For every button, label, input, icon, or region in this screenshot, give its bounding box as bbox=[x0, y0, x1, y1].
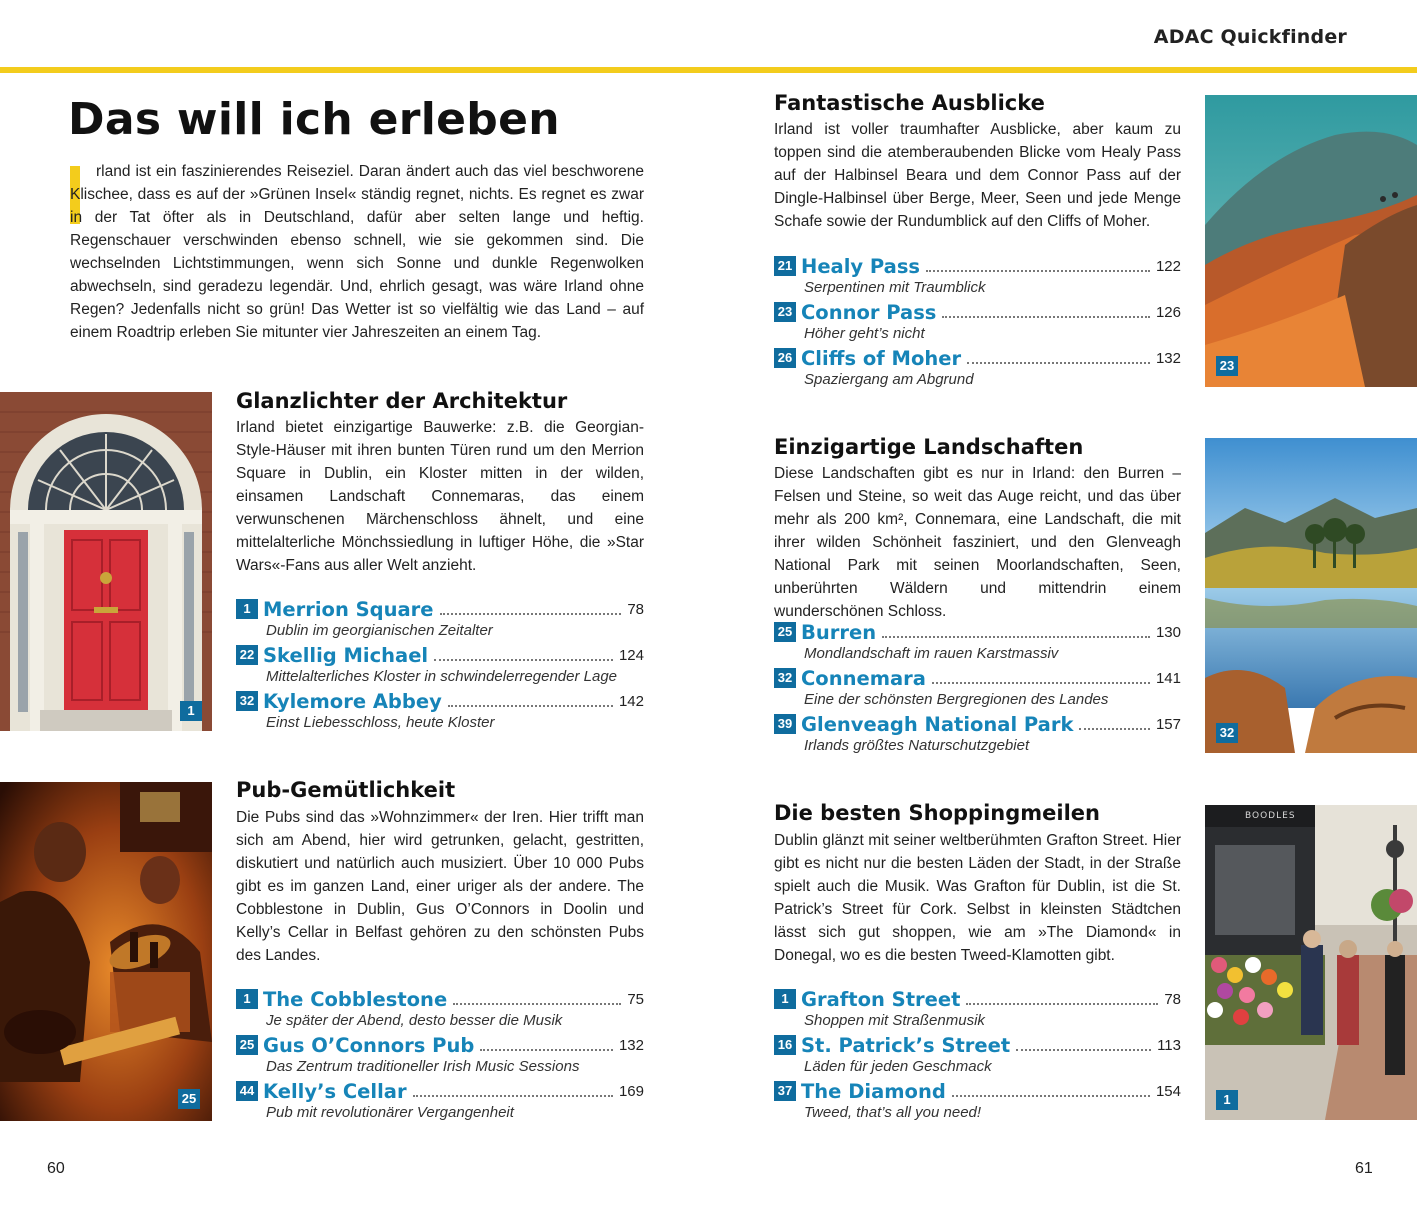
entry-list-pub bbox=[236, 987, 644, 1125]
section-title-pub: Pub-Gemütlichkeit bbox=[236, 778, 456, 802]
entry-subtitle: Pub mit revolutionärer Vergangenheit bbox=[266, 1104, 514, 1121]
entry-subtitle: Serpentinen mit Traumblick bbox=[804, 279, 986, 296]
entry-subtitle: Shoppen mit Straßenmusik bbox=[804, 1012, 985, 1029]
photo-lake-reflection bbox=[1205, 438, 1417, 753]
section-title-ausblicke: Fantastische Ausblicke bbox=[774, 91, 1045, 115]
list-item[interactable] bbox=[236, 1033, 644, 1079]
entry-subtitle: Je später der Abend, desto besser die Musik bbox=[266, 1012, 563, 1029]
entry-page: 78 bbox=[627, 600, 644, 618]
leader-dots bbox=[453, 1003, 621, 1005]
section-title-architektur: Glanzlichter der Architektur bbox=[236, 389, 568, 413]
photo-badge: 1 bbox=[1216, 1090, 1238, 1110]
entry-number: 39 bbox=[774, 714, 796, 734]
entry-page: 130 bbox=[1155, 623, 1181, 641]
intro-text bbox=[70, 160, 644, 344]
entry-name[interactable]: Kelly’s Cellar bbox=[263, 1079, 407, 1103]
list-item[interactable] bbox=[774, 987, 1181, 1033]
leader-dots bbox=[967, 362, 1150, 364]
section-text-pub: Die Pubs sind das »Wohnzimmer« der Iren. Hier trifft man sich am Abend, hier wird getrunken, gelacht, gestritten, diskutiert und natürlich auch musiziert. Über 10 000 Pubs gibt es im ganzen Land, einer uriger als der andere. The Cobblestone in Dublin, Gus O’Connors in Doolin und Kelly’s Cellar in Belfast gehören zu den schönsten Pubs des Landes. bbox=[236, 809, 644, 964]
section-title-landschaften: Einzigartige Landschaften bbox=[774, 435, 1084, 459]
entry-subtitle: Tweed, that’s all you need! bbox=[804, 1104, 982, 1121]
photo-georgian-door bbox=[0, 392, 212, 731]
list-item[interactable] bbox=[774, 1033, 1181, 1079]
page-number-right: 61 bbox=[1355, 1160, 1373, 1177]
entry-subtitle: Spaziergang am Abgrund bbox=[804, 371, 974, 388]
entry-number: 23 bbox=[774, 302, 796, 322]
leader-dots bbox=[932, 682, 1150, 684]
entry-number: 21 bbox=[774, 256, 796, 276]
entry-page: 141 bbox=[1155, 669, 1181, 687]
photo-shopping-street bbox=[1205, 805, 1417, 1120]
entry-subtitle: Das Zentrum traditioneller Irish Music Sessions bbox=[266, 1058, 580, 1075]
entry-name[interactable]: Connemara bbox=[801, 666, 926, 690]
list-item[interactable] bbox=[236, 597, 644, 643]
list-item[interactable] bbox=[236, 1079, 644, 1125]
entry-number: 32 bbox=[236, 691, 258, 711]
entry-name[interactable]: The Cobblestone bbox=[263, 987, 448, 1011]
entry-page: 78 bbox=[1164, 990, 1181, 1008]
entry-name[interactable]: Merrion Square bbox=[263, 597, 434, 621]
entry-number: 16 bbox=[774, 1035, 796, 1055]
page-number-left: 60 bbox=[47, 1160, 65, 1177]
entry-page: 122 bbox=[1155, 257, 1181, 275]
entry-page: 154 bbox=[1155, 1082, 1181, 1100]
entry-number: 25 bbox=[236, 1035, 258, 1055]
header-rule bbox=[0, 67, 1417, 73]
entry-number: 1 bbox=[236, 599, 258, 619]
leader-dots bbox=[942, 316, 1150, 318]
entry-list-landschaften bbox=[774, 620, 1181, 758]
entry-number: 26 bbox=[774, 348, 796, 368]
entry-page: 132 bbox=[618, 1036, 644, 1054]
entry-subtitle: Läden für jeden Geschmack bbox=[804, 1058, 992, 1075]
leader-dots bbox=[413, 1095, 613, 1097]
list-item[interactable] bbox=[774, 1079, 1181, 1125]
leader-dots bbox=[1079, 728, 1150, 730]
entry-subtitle: Eine der schönsten Bergregionen des Landes bbox=[804, 691, 1109, 708]
photo-badge: 32 bbox=[1216, 723, 1238, 743]
entry-name[interactable]: Kylemore Abbey bbox=[263, 689, 442, 713]
entry-subtitle: Dublin im georgianischen Zeitalter bbox=[266, 622, 493, 639]
entry-name[interactable]: The Diamond bbox=[801, 1079, 946, 1103]
leader-dots bbox=[952, 1095, 1150, 1097]
entry-number: 44 bbox=[236, 1081, 258, 1101]
entry-name[interactable]: St. Patrick’s Street bbox=[801, 1033, 1011, 1057]
entry-page: 113 bbox=[1157, 1036, 1181, 1054]
entry-number: 37 bbox=[774, 1081, 796, 1101]
photo-badge: 1 bbox=[180, 701, 202, 721]
section-text-landschaften: Diese Landschaften gibt es nur in Irland: den Burren – Felsen und Steine, so weit das Auge reicht, und das über mehr als 200 km², Connemara, eine Landschaft, die mit ihrer wilden Schönheit fasziniert, und den Glenveagh National Park mit seinen Moorlandschaften, Seen, unberührten Wäldern und mittendrin einem wunderschönen Schloss. bbox=[774, 465, 1181, 620]
entry-page: 75 bbox=[627, 990, 644, 1008]
entry-page: 126 bbox=[1155, 303, 1181, 321]
section-title-shopping: Die besten Shoppingmeilen bbox=[774, 801, 1100, 825]
store-sign: BOODLES bbox=[1245, 811, 1296, 821]
entry-subtitle: Mondlandschaft im rauen Karstmassiv bbox=[804, 645, 1059, 662]
photo-pub-session bbox=[0, 782, 212, 1121]
section-text-shopping: Dublin glänzt mit seiner weltberühmten Grafton Street. Hier gibt es nicht nur die besten Läden der Stadt, in der Straße spielt auch die Musik. Was Grafton für Dublin, ist die St. Patrick’s Street für Cork. Selbst in kleinsten Städtchen lässt sich gut shoppen, wie am »The Diamond« in Donegal, wo es die besten Tweed-Klamotten gibt. bbox=[774, 832, 1181, 964]
list-item[interactable] bbox=[774, 300, 1181, 346]
list-item[interactable] bbox=[774, 666, 1181, 712]
entry-number: 32 bbox=[774, 668, 796, 688]
entry-subtitle: Irlands größtes Naturschutzgebiet bbox=[804, 737, 1030, 754]
page-title: Das will ich erleben bbox=[68, 94, 560, 145]
entry-name[interactable]: Gus O’Connors Pub bbox=[263, 1033, 475, 1057]
leader-dots bbox=[926, 270, 1150, 272]
entry-name[interactable]: Cliffs of Moher bbox=[801, 346, 962, 370]
intro-dropcap bbox=[70, 160, 96, 183]
entry-page: 169 bbox=[618, 1082, 644, 1100]
list-item[interactable] bbox=[236, 643, 644, 689]
entry-number: 1 bbox=[236, 989, 258, 1009]
entry-number: 1 bbox=[774, 989, 796, 1009]
leader-dots bbox=[1016, 1049, 1151, 1051]
section-text-ausblicke: Irland ist voller traumhafter Ausblicke, aber kaum zu toppen sind die atemberaubenden Blicke vom Healy Pass auf der Halbinsel Beara und dem Connor Pass auf der Dingle-Halbinsel über Berge, Meer, Seen und jede Menge Schafe sowie der Rundumblick auf den Cliffs of Moher. bbox=[774, 121, 1181, 230]
photo-mountain-pass bbox=[1205, 95, 1417, 387]
list-item[interactable] bbox=[236, 987, 644, 1033]
entry-name[interactable]: Skellig Michael bbox=[263, 643, 429, 667]
entry-name[interactable]: Glenveagh National Park bbox=[801, 712, 1074, 736]
leader-dots bbox=[440, 613, 622, 615]
intro-body: rland ist ein faszinierendes Reiseziel. Daran ändert auch das viel beschworene Klischee, dass es auf der »Grünen Insel« ständig regnet, nichts. Es regnet es zwar in der Tat öfter als in Deutschland, dafür aber selten lange und heftig. Regenschauer verschwinden ebenso schnell, wie sie gekommen sind. Die wechselnden Lichtstimmungen, wenn sich Sonne und dunkle Regenwolken abwechseln, sind geradezu legendär. Und, ehrlich gesagt, was wäre Irland ohne Regen? Jedenfalls nicht so grün! Das Wetter ist so vielfältig wie das Land – auf einem Roadtrip erleben Sie mitunter vier Jahreszeiten an einem Tag. bbox=[70, 163, 644, 341]
photo-badge: 23 bbox=[1216, 356, 1238, 376]
entry-page: 142 bbox=[618, 692, 644, 710]
leader-dots bbox=[966, 1003, 1158, 1005]
entry-subtitle: Höher geht’s nicht bbox=[804, 325, 925, 342]
list-item[interactable] bbox=[774, 254, 1181, 300]
entry-name[interactable]: Connor Pass bbox=[801, 300, 937, 324]
leader-dots bbox=[882, 636, 1150, 638]
list-item[interactable] bbox=[774, 346, 1181, 392]
section-text-architektur: Irland bietet einzigartige Bauwerke: z.B. die Georgian-Style-Häuser mit ihren bunten Türen rund um den Merrion Square in Dublin, ein Kloster mitten in der wilden, einsamen Landschaft Connemaras, das einem verwunschenen Märchenschloss ähnelt, und eine mittelalterliche Mönchssiedlung in luftiger Höhe, die »Star Wars«-Fans aus aller Welt anzieht. bbox=[236, 419, 644, 574]
entry-list-shopping bbox=[774, 987, 1181, 1125]
entry-number: 25 bbox=[774, 622, 796, 642]
entry-subtitle: Mittelalterliches Kloster in schwindelerregender Lage bbox=[266, 668, 618, 685]
list-item[interactable] bbox=[774, 620, 1181, 666]
entry-page: 124 bbox=[618, 646, 644, 664]
running-header: ADAC Quickfinder bbox=[1153, 26, 1347, 48]
entry-number: 22 bbox=[236, 645, 258, 665]
entry-name[interactable]: Grafton Street bbox=[801, 987, 961, 1011]
entry-subtitle: Einst Liebesschloss, heute Kloster bbox=[266, 714, 495, 731]
list-item[interactable] bbox=[774, 712, 1181, 758]
entry-list-architektur bbox=[236, 597, 644, 735]
entry-name[interactable]: Healy Pass bbox=[801, 254, 921, 278]
leader-dots bbox=[448, 705, 613, 707]
leader-dots bbox=[434, 659, 613, 661]
entry-name[interactable]: Burren bbox=[801, 620, 877, 644]
leader-dots bbox=[480, 1049, 613, 1051]
list-item[interactable] bbox=[236, 689, 644, 735]
entry-page: 157 bbox=[1155, 715, 1181, 733]
entry-list-ausblicke bbox=[774, 254, 1181, 392]
photo-badge: 25 bbox=[178, 1089, 200, 1109]
entry-page: 132 bbox=[1155, 349, 1181, 367]
